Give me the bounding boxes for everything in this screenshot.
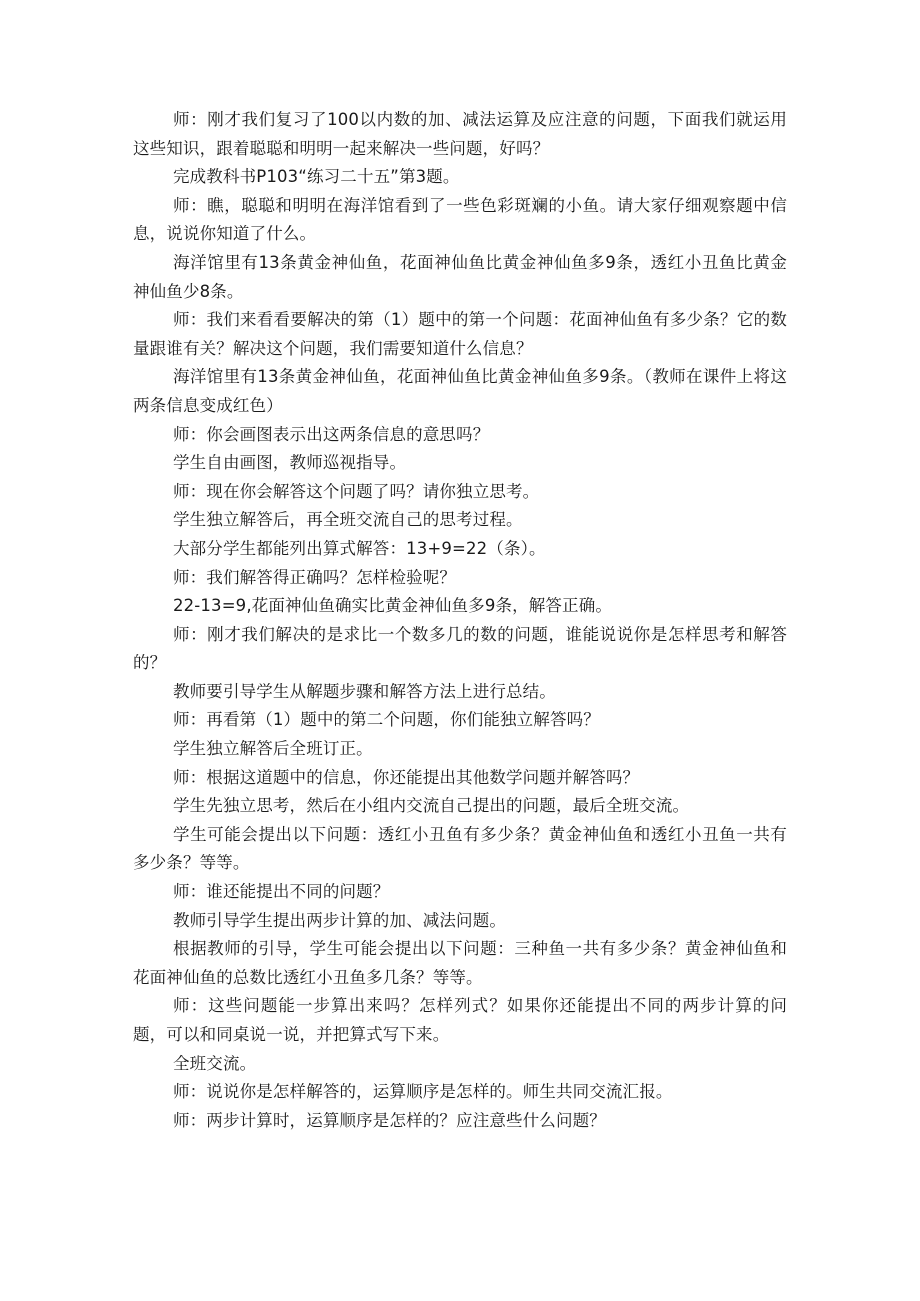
paragraph: 学生先独立思考，然后在小组内交流自己提出的问题，最后全班交流。 (173, 796, 690, 816)
paragraph: 师：说说你是怎样解答的，运算顺序是怎样的。师生共同交流汇报。 (173, 1082, 673, 1102)
paragraph: 完成教科书P103“练习二十五”第3题。 (173, 167, 460, 187)
paragraph: 全班交流。 (173, 1053, 257, 1073)
paragraph: 学生独立解答后全班订正。 (173, 739, 373, 759)
paragraph: 学生独立解答后，再全班交流自己的思考过程。 (173, 510, 523, 530)
paragraph: 师：我们来看看要解决的第（1）题中的第一个问题：花面神仙鱼有多少条？它的数量跟谁有关？解决这个问题，我们需要知道什么信息？ (133, 310, 787, 358)
paragraph: 师：这些问题能一步算出来吗？怎样列式？如果你还能提出不同的两步计算的问题，可以和同桌说一说，并把算式写下来。 (133, 996, 787, 1044)
paragraph: 海洋馆里有13条黄金神仙鱼，花面神仙鱼比黄金神仙鱼多9条，透红小丑鱼比黄金神仙鱼少8条。 (133, 252, 787, 301)
paragraph: 师：现在你会解答这个问题了吗？请你独立思考。 (173, 481, 540, 501)
paragraph: 教师要引导学生从解题步骤和解答方法上进行总结。 (173, 681, 556, 701)
paragraph: 师：再看第（1）题中的第二个问题，你们能独立解答吗？ (173, 710, 600, 730)
paragraph: 学生自由画图，教师巡视指导。 (173, 453, 407, 473)
paragraph: 海洋馆里有13条黄金神仙鱼，花面神仙鱼比黄金神仙鱼多9条。（教师在课件上将这两条信息变成红色） (133, 367, 787, 415)
paragraph: 师：谁还能提出不同的问题？ (173, 882, 390, 902)
paragraph: 教师引导学生提出两步计算的加、减法问题。 (173, 910, 506, 930)
paragraph: 学生可能会提出以下问题：透红小丑鱼有多少条？黄金神仙鱼和透红小丑鱼一共有多少条？等等。 (133, 824, 787, 873)
paragraph: 师：根据这道题中的信息，你还能提出其他数学问题并解答吗？ (173, 767, 640, 787)
paragraph: 22-13=9,花面神仙鱼确实比黄金神仙鱼多9条，解答正确。 (173, 596, 613, 616)
paragraph: 师：我们解答得正确吗？怎样检验呢？ (173, 567, 457, 587)
paragraph: 大部分学生都能列出算式解答：13+9=22（条）。 (173, 538, 546, 558)
paragraph: 师：你会画图表示出这两条信息的意思吗？ (173, 424, 490, 444)
paragraph: 师：两步计算时，运算顺序是怎样的？应注意些什么问题？ (173, 1110, 606, 1130)
paragraph: 根据教师的引导，学生可能会提出以下问题：三种鱼一共有多少条？黄金神仙鱼和花面神仙鱼的总数比透红小丑鱼多几条？等等。 (133, 939, 787, 987)
paragraph: 师：刚才我们解决的是求比一个数多几的数的问题，谁能说说你是怎样思考和解答的？ (133, 624, 787, 673)
paragraph: 师：瞧，聪聪和明明在海洋馆看到了一些色彩斑斓的小鱼。请大家仔细观察题中信息，说说你知道了什么。 (133, 195, 787, 244)
document-body (133, 106, 787, 1135)
paragraph: 师：刚才我们复习了100以内数的加、减法运算及应注意的问题，下面我们就运用这些知识，跟着聪聪和明明一起来解决一些问题，好吗？ (133, 110, 787, 158)
